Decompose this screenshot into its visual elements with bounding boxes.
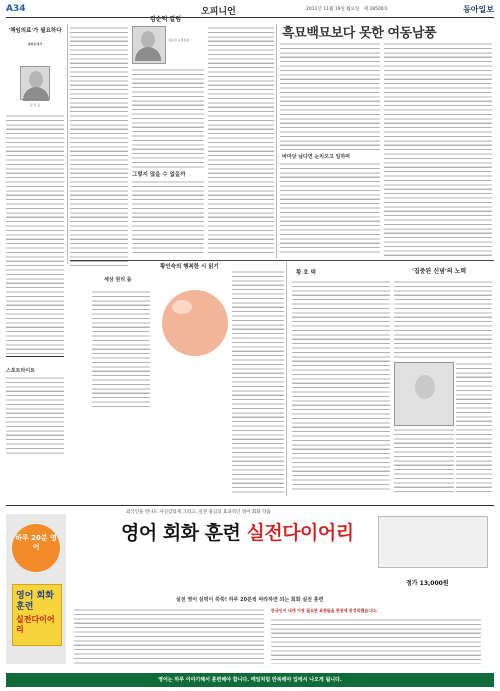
colB-body (70, 26, 128, 266)
colA-title: '책임의료'가 필요하다 (8, 28, 62, 34)
section-title: 오피니언 (201, 7, 236, 17)
main-headline: 흑묘백묘보다 못한 여동남풍 (282, 26, 437, 41)
ad-left-panel (6, 514, 66, 664)
ad-footer: 영어는 하루 이야기해서 훈련해야 합니다. 매일처럼 반복해야 입에서 나오게 됩니다. (6, 673, 494, 687)
colG-body (292, 280, 390, 492)
colC-subhead: 그렇지 않을 수 없을까 (132, 172, 186, 178)
colC-byline: 김순덕 칼럼 (150, 16, 182, 23)
ad-top-text: 외국인을 만나도 자신감있게 그리고, 실전 중심의 효과적인 영어 회화 학습 (126, 510, 271, 515)
colA-section: 광화문에서 (27, 42, 43, 46)
issue-date: 2012년 11월 19일 월요일 제 28500호 (306, 7, 389, 12)
rule (286, 262, 287, 496)
colE-body-1 (280, 42, 380, 152)
page-number: A34 (6, 4, 26, 14)
colA-box-body (6, 376, 64, 456)
ad-body (74, 608, 264, 664)
columnist-caption: 김순덕 논설실장 (168, 38, 190, 42)
poem-commentary (232, 270, 284, 494)
ad-highlight: 한국인이 내게 가장 필요한 표현들을 한권에 총정리했습니다. (271, 608, 378, 613)
rule (67, 24, 68, 264)
colA-author: 김 신 중 (29, 103, 41, 107)
colF-body (384, 42, 492, 256)
ad-book: 영어 회화 훈련 실전다이어리 (12, 584, 62, 646)
columnist-photo (132, 26, 166, 64)
newspaper-name: 동아일보 (463, 5, 494, 14)
ad-subtitle: 실전 영어 실력이 쑥쑥! 하루 20분씩 따라하면 되는 회화 실전 훈련 (176, 597, 324, 603)
colE-subhead: 바마당 남다면 눈치오고 일하며 (282, 154, 351, 160)
ad-body-2 (271, 618, 481, 664)
poem-label: 황인숙의 행복한 시 읽기 (160, 264, 219, 270)
author-photo (20, 66, 50, 100)
ad-price: 정가 13,000원 (406, 580, 449, 587)
colH-body-3 (394, 428, 454, 492)
left-column (6, 24, 64, 464)
colC-body-1 (132, 68, 204, 168)
colG-author: 황 호 택 (296, 270, 316, 276)
colE-body-2 (280, 162, 380, 256)
spotlight-label: 스포트라이트 (6, 356, 64, 372)
page-header (6, 4, 494, 18)
poem-title: 세상 원리 돌 (104, 277, 132, 283)
divider (70, 260, 494, 261)
peach-highlight (172, 300, 192, 314)
advertisement[interactable] (6, 505, 494, 687)
ad-title: 영어 회화 훈련 실전다이어리 (121, 522, 354, 544)
colH-body-1 (394, 280, 492, 360)
ad-logo-box (378, 516, 488, 568)
rule (276, 24, 277, 258)
peach-illustration (162, 290, 228, 356)
colD-body (208, 26, 274, 256)
poem-text (92, 290, 150, 410)
colH-label: '집중된 신념'의 노력 (412, 268, 467, 275)
colH-body-2 (456, 362, 492, 492)
ad-badge: 하루 20분 영어 (12, 524, 60, 572)
cartoon (394, 362, 454, 426)
colC-body-2 (132, 180, 204, 256)
colA-body (6, 114, 64, 354)
